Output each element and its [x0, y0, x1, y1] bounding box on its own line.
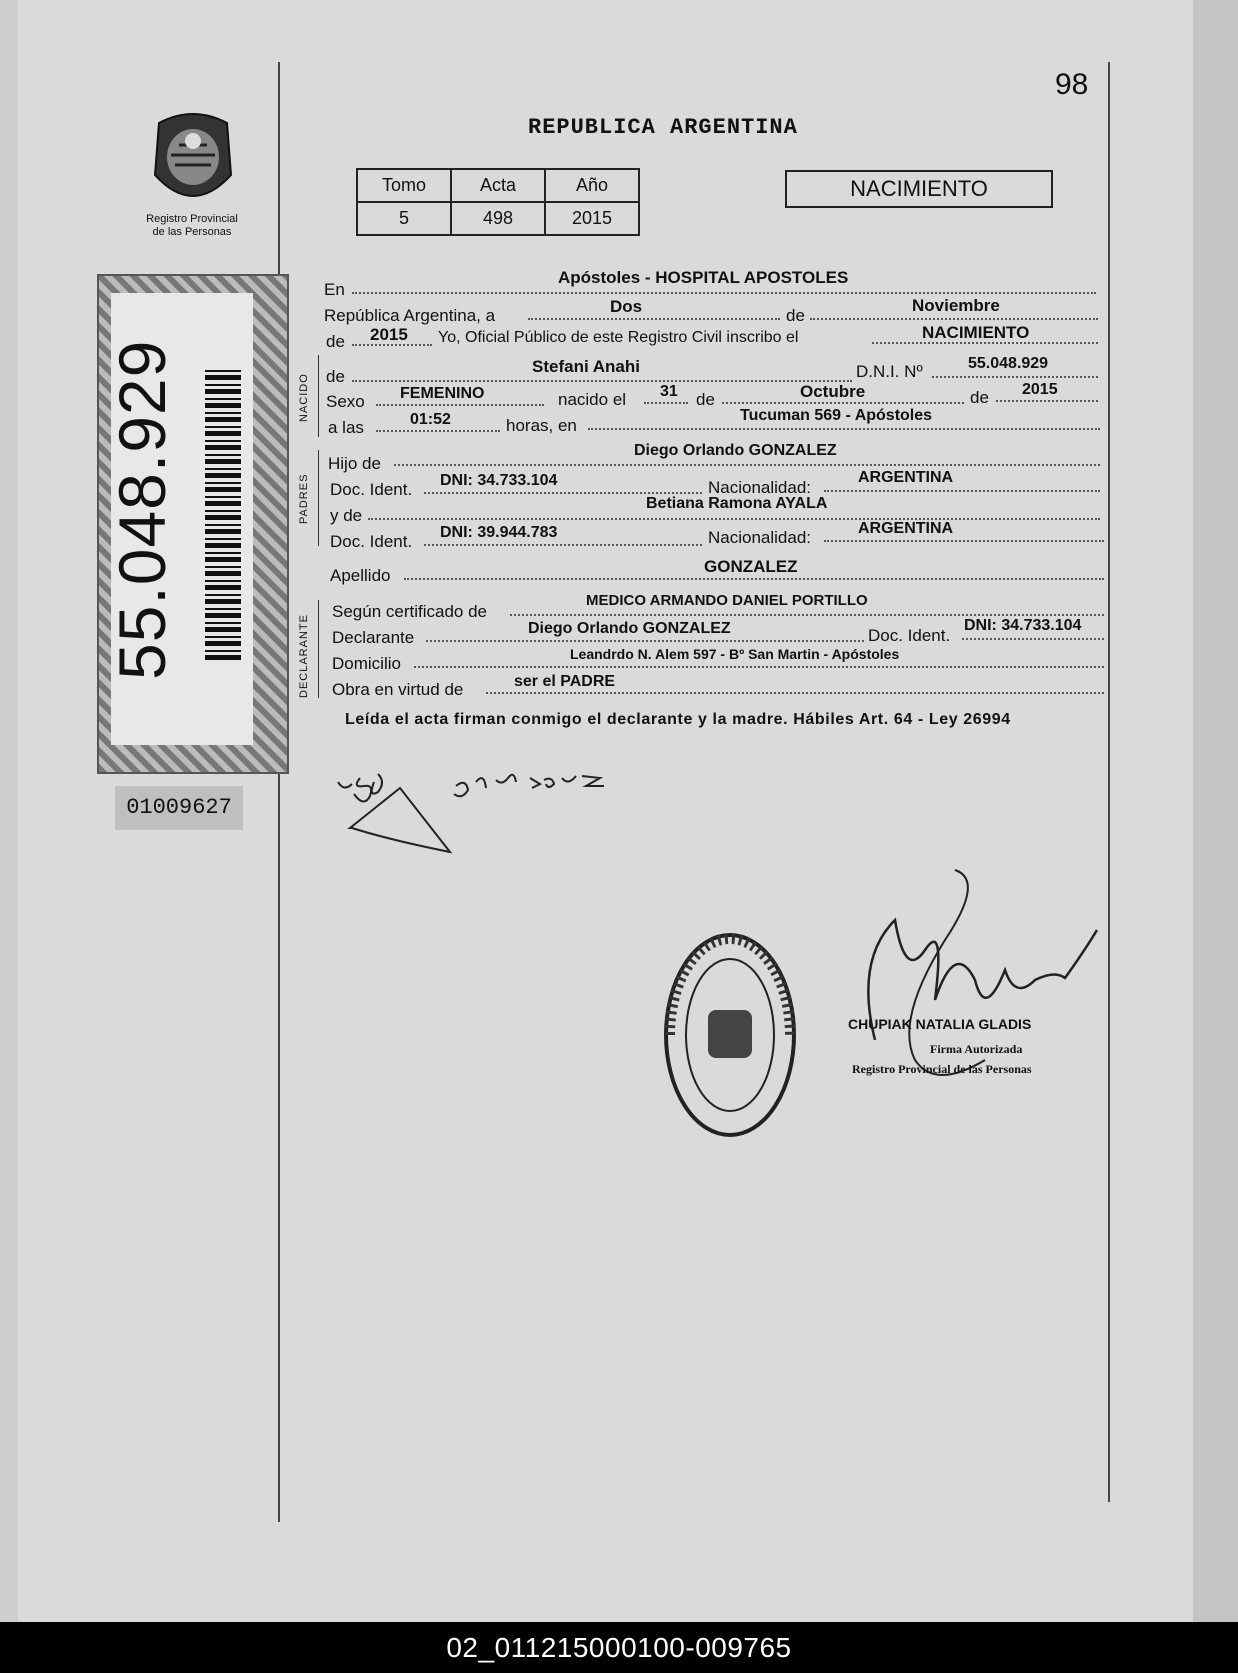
stamp-role: Firma Autorizada [930, 1042, 1023, 1056]
serial-number: 01009627 [115, 786, 243, 830]
day-words-value: Dos [610, 297, 643, 316]
record-table-value-row [357, 202, 639, 235]
dni-dots [932, 376, 1098, 378]
nac2-value: ARGENTINA [858, 520, 954, 537]
year-value: 2015 [370, 325, 408, 344]
province-emblem-icon [145, 105, 241, 211]
republica-dots [528, 318, 780, 320]
hour-dots [376, 430, 500, 432]
dni-label: D.N.I. Nº [856, 362, 923, 381]
section-label-padres: PADRES [298, 473, 310, 524]
domicilio-value: Leandrdo N. Alem 597 - Bº San Martin - Apóstoles [570, 646, 900, 662]
alas-label: a las [328, 418, 364, 437]
doc2-label: Doc. Ident. [330, 532, 413, 551]
apellido-label: Apellido [330, 566, 391, 585]
de2-label: de [326, 332, 345, 351]
obra-label: Obra en virtud de [332, 680, 464, 699]
declarante-dots [426, 640, 864, 642]
record-value-acta: 498 [451, 202, 545, 235]
declarante-bracket [318, 600, 319, 698]
domicilio-dots [414, 666, 1104, 668]
nac1-dots [824, 490, 1100, 492]
mother-dots [368, 518, 1100, 520]
page-edge [1193, 0, 1238, 1622]
barcode-number: 55.048.929 [105, 339, 179, 680]
record-value-ano: 2015 [545, 202, 639, 235]
doc1-label: Doc. Ident. [330, 480, 413, 499]
domicilio-label: Domicilio [332, 654, 401, 673]
hijo-label: Hijo de [328, 454, 381, 473]
doc3-label: Doc. Ident. [868, 626, 951, 645]
de3-label: de [326, 367, 345, 386]
right-margin-line [1108, 62, 1110, 1502]
doc3-dots [962, 638, 1104, 640]
sexo-label: Sexo [326, 392, 365, 411]
birth-year-dots [996, 400, 1098, 402]
obra-dots [486, 692, 1104, 694]
birth-day-value: 31 [660, 383, 678, 400]
page-number: 98 [1055, 68, 1089, 101]
padres-bracket [318, 450, 319, 546]
oficial-text: Yo, Oficial Público de este Registro Civil inscribo el [438, 329, 799, 346]
father-value: Diego Orlando GONZALEZ [634, 442, 837, 459]
apellido-dots [404, 578, 1104, 580]
closing-text: Leída el acta firman conmigo el declarante y la madre. Hábiles Art. 64 - Ley 26994 [345, 711, 1011, 728]
birth-day-dots [644, 402, 688, 404]
emblem-caption-line1: Registro Provincial [146, 213, 238, 225]
birth-month-value: Octubre [800, 382, 866, 401]
birth-month-dots [722, 402, 964, 404]
en-label: En [324, 280, 345, 299]
footer-code: 02_011215000100-009765 [0, 1622, 1238, 1673]
stamp-office: Registro Provincial de las Personas [852, 1062, 1032, 1076]
doc1-value: DNI: 34.733.104 [440, 472, 558, 489]
record-header-tomo: Tomo [357, 169, 451, 202]
birth-year-value: 2015 [1022, 381, 1058, 398]
de1-label: de [786, 306, 805, 325]
yde-label: y de [330, 506, 363, 525]
dni-value: 55.048.929 [968, 355, 1049, 372]
apellido-value: GONZALEZ [704, 557, 798, 576]
sexo-dots [376, 404, 544, 406]
section-label-nacido: NACIDO [298, 373, 310, 422]
en-value: Apóstoles - HOSPITAL APOSTOLES [558, 268, 849, 287]
nac2-label: Nacionalidad: [708, 528, 812, 547]
hour-value: 01:52 [410, 411, 451, 428]
father-dots [394, 464, 1100, 466]
emblem-caption [130, 213, 254, 239]
segun-value: MEDICO ARMANDO DANIEL PORTILLO [586, 592, 868, 609]
name-dots [352, 380, 852, 382]
stamp-signer: CHUPIAK NATALIA GLADIS [848, 1016, 1032, 1032]
declarante-label: Declarante [332, 628, 415, 647]
record-type-box: NACIMIENTO [785, 170, 1053, 208]
nac1-label: Nacionalidad: [708, 478, 812, 497]
inscribo-value: NACIMIENTO [922, 323, 1030, 342]
barcode-bars [205, 370, 241, 660]
obra-value: ser el PADRE [514, 673, 616, 690]
document-title: REPUBLICA ARGENTINA [528, 115, 798, 140]
record-header-acta: Acta [451, 169, 545, 202]
republica-label: República Argentina, a [324, 306, 496, 325]
place-value: Tucuman 569 - Apóstoles [740, 407, 933, 424]
de5-label: de [970, 388, 989, 407]
nacido-bracket [318, 355, 319, 437]
doc1-dots [424, 492, 702, 494]
nacido-label: nacido el [558, 390, 627, 409]
record-table-header-row [357, 169, 639, 202]
segun-label: Según certificado de [332, 602, 487, 621]
doc2-value: DNI: 39.944.783 [440, 524, 558, 541]
record-header-ano: Año [545, 169, 639, 202]
handwritten-signature-icon [330, 770, 620, 880]
horas-label: horas, en [506, 416, 577, 435]
emblem-caption-line2: de las Personas [152, 226, 232, 238]
doc2-dots [424, 544, 702, 546]
de4-label: de [696, 390, 715, 409]
declarante-value: Diego Orlando GONZALEZ [528, 620, 731, 637]
nac1-value: ARGENTINA [858, 469, 954, 486]
en-dots [352, 292, 1096, 294]
record-value-tomo: 5 [357, 202, 451, 235]
name-value: Stefani Anahi [532, 357, 640, 376]
sexo-value: FEMENINO [400, 385, 485, 402]
section-label-declarante: DECLARANTE [298, 614, 310, 698]
doc3-value: DNI: 34.733.104 [964, 617, 1082, 634]
official-stamp-icon [660, 925, 800, 1145]
place-dots [588, 428, 1100, 430]
month-words-value: Noviembre [912, 296, 1000, 315]
nac2-dots [824, 540, 1104, 542]
segun-dots [510, 614, 1104, 616]
month-dots [810, 318, 1098, 320]
record-table [356, 168, 640, 236]
mother-value: Betiana Ramona AYALA [646, 495, 828, 512]
